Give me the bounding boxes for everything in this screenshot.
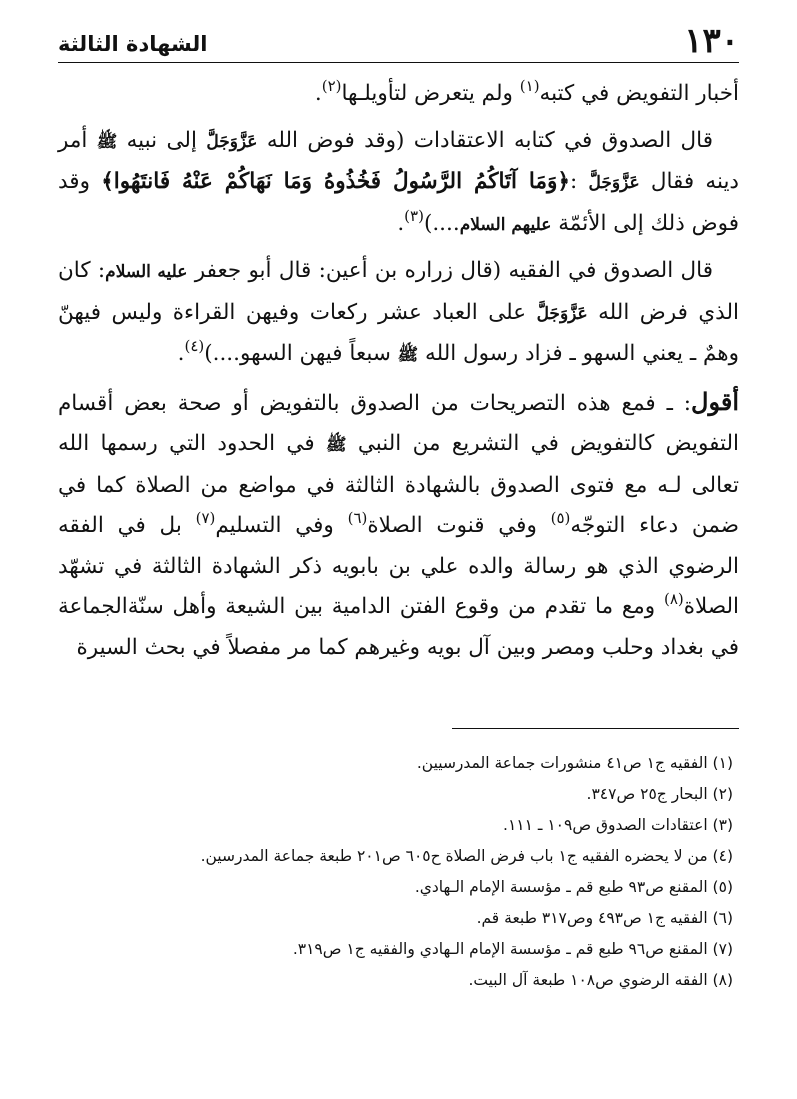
text-run: : كان الذي فرض الله — [58, 258, 739, 325]
footnote-separator — [452, 728, 739, 729]
running-title: الشهادة الثالثة — [58, 32, 208, 56]
text-run: . — [314, 81, 322, 106]
honorific-salawat: ﷺ — [96, 131, 118, 152]
honorific-salawat: ﷺ — [397, 345, 419, 365]
honorific-azza-wa-jalla: عَزَّوَجَلَّ — [206, 131, 258, 152]
footnote-ref-8[interactable]: (٨) — [663, 590, 684, 608]
text-run: إلى نبيه — [117, 127, 207, 153]
text-run: قال الصدوق في كتابه الاعتقادات (وقد فوض الله — [257, 127, 714, 153]
text-run: أمر دينه فقال — [58, 127, 740, 194]
footnote-5: (٥) المقنع ص٩٣ طبع قم ـ مؤسسة الإمام الـهادي. — [414, 878, 733, 896]
text-run: . — [177, 341, 185, 366]
footnote-8: (٨) الفقه الرضوي ص١٠٨ طبعة آل البيت. — [468, 971, 733, 989]
paragraph-2 — [58, 121, 739, 246]
footnote-2: (٢) البحار ج٢٥ ص٣٤٧. — [586, 785, 733, 803]
page-header — [58, 18, 739, 63]
page-number: ١٣٠ — [684, 21, 739, 61]
text-run: قال الصدوق في الفقيه (قال زراره بن أعين: قال أبو جعفر — [187, 258, 713, 283]
footnote-ref-5[interactable]: (٥) — [550, 509, 571, 527]
footnote-ref-4[interactable]: (٤) — [184, 337, 205, 355]
text-run: : ـ فمع هذه التصريحات من الصدوق بالتفويض أو صحة بعض أقسام التفويض كالتفويض في التشريع من النبي — [58, 390, 739, 456]
text-run: سبعاً فيهن السهو....) — [204, 341, 398, 366]
footnote-ref-1[interactable]: (١) — [519, 77, 540, 95]
footnote-ref-6[interactable]: (٦) — [347, 509, 368, 527]
text-run: في الحدود التي رسمها الله تعالى لـه مع فتوى الصدوق بالشهادة الثالثة في مواضع من الصلاة كما في ضمن دعاء التوجّه — [58, 431, 739, 538]
honorific-salawat: ﷺ — [325, 435, 347, 455]
paragraph-3 — [58, 251, 739, 376]
text-run: على العباد عشر ركعات وفيهن القراءة وليس فيهنّ وهمٌ ـ يعني السهو ـ فزاد رسول الله — [58, 299, 739, 366]
footnote-ref-7[interactable]: (٧) — [195, 509, 216, 527]
text-run: وفي التسليم — [215, 513, 348, 538]
text-run: بل في الفقه الرضوي الذي هو رسالة والده علي بن بابويه ذكر الشهادة الثالثة في تشهّد الصلاة — [58, 513, 739, 619]
paragraph-1 — [58, 74, 739, 115]
honorific-azza-wa-jalla: عَزَّوَجَلَّ — [536, 303, 588, 324]
text-run: أخبار التفويض في كتبه — [539, 81, 739, 106]
footnote-7: (٧) المقنع ص٩٦ طبع قم ـ مؤسسة الإمام الـهادي والفقيه ج١ ص٣١٩. — [292, 940, 733, 958]
text-run: . — [397, 210, 405, 236]
footnote-ref-3[interactable]: (٣) — [404, 206, 424, 225]
footnote-6: (٦) الفقيه ج١ ص٤٩٣ وص٣١٧ طبعة قم. — [476, 909, 733, 927]
lead-word-aqul: أقول — [691, 386, 739, 416]
text-run: وقد فوض ذلك إلى الأئمّة — [58, 169, 739, 236]
footnote-1: (١) الفقيه ج١ ص٤١ منشورات جماعة المدرسيين. — [416, 754, 733, 772]
text-run: ....) — [423, 210, 460, 236]
footnote-3: (٣) اعتقادات الصدوق ص١٠٩ ـ ١١١. — [503, 816, 733, 834]
honorific-alayhi-salam: عليه السلام — [105, 262, 188, 282]
honorific-azza-wa-jalla: عَزَّوَجَلَّ — [588, 173, 640, 193]
text-run: ومع ما تقدم من وقوع الفتن الدامية بين الشيعة وأهل سنّةالجماعة في بغداد وحلب ومصر وبين آل بويه وغيرهم كما مر مفصلاً في بحث السيرة — [58, 594, 739, 660]
text-run: : — [569, 169, 589, 194]
text-run: وفي قنوت الصلاة — [367, 513, 551, 538]
footnotes — [58, 748, 739, 996]
footnote-ref-2[interactable]: (٢) — [321, 77, 342, 95]
honorific-alayhim-salam: عليهم السلام — [459, 214, 552, 235]
main-text — [58, 74, 739, 674]
text-run: ولم يتعرض لتأويلـها — [341, 81, 520, 106]
paragraph-4 — [58, 382, 739, 669]
footnote-4: (٤) من لا يحضره الفقيه ج١ باب فرض الصلاة ح٦٠٥ ص٢٠١ طبعة جماعة المدرسين. — [200, 847, 733, 865]
quran-verse: ﴿وَمَا آتَاكُمُ الرَّسُولُ فَخُذُوهُ وَمَا نَهَاكُمْ عَنْهُ فَانتَهُوا﴾ — [101, 169, 570, 194]
